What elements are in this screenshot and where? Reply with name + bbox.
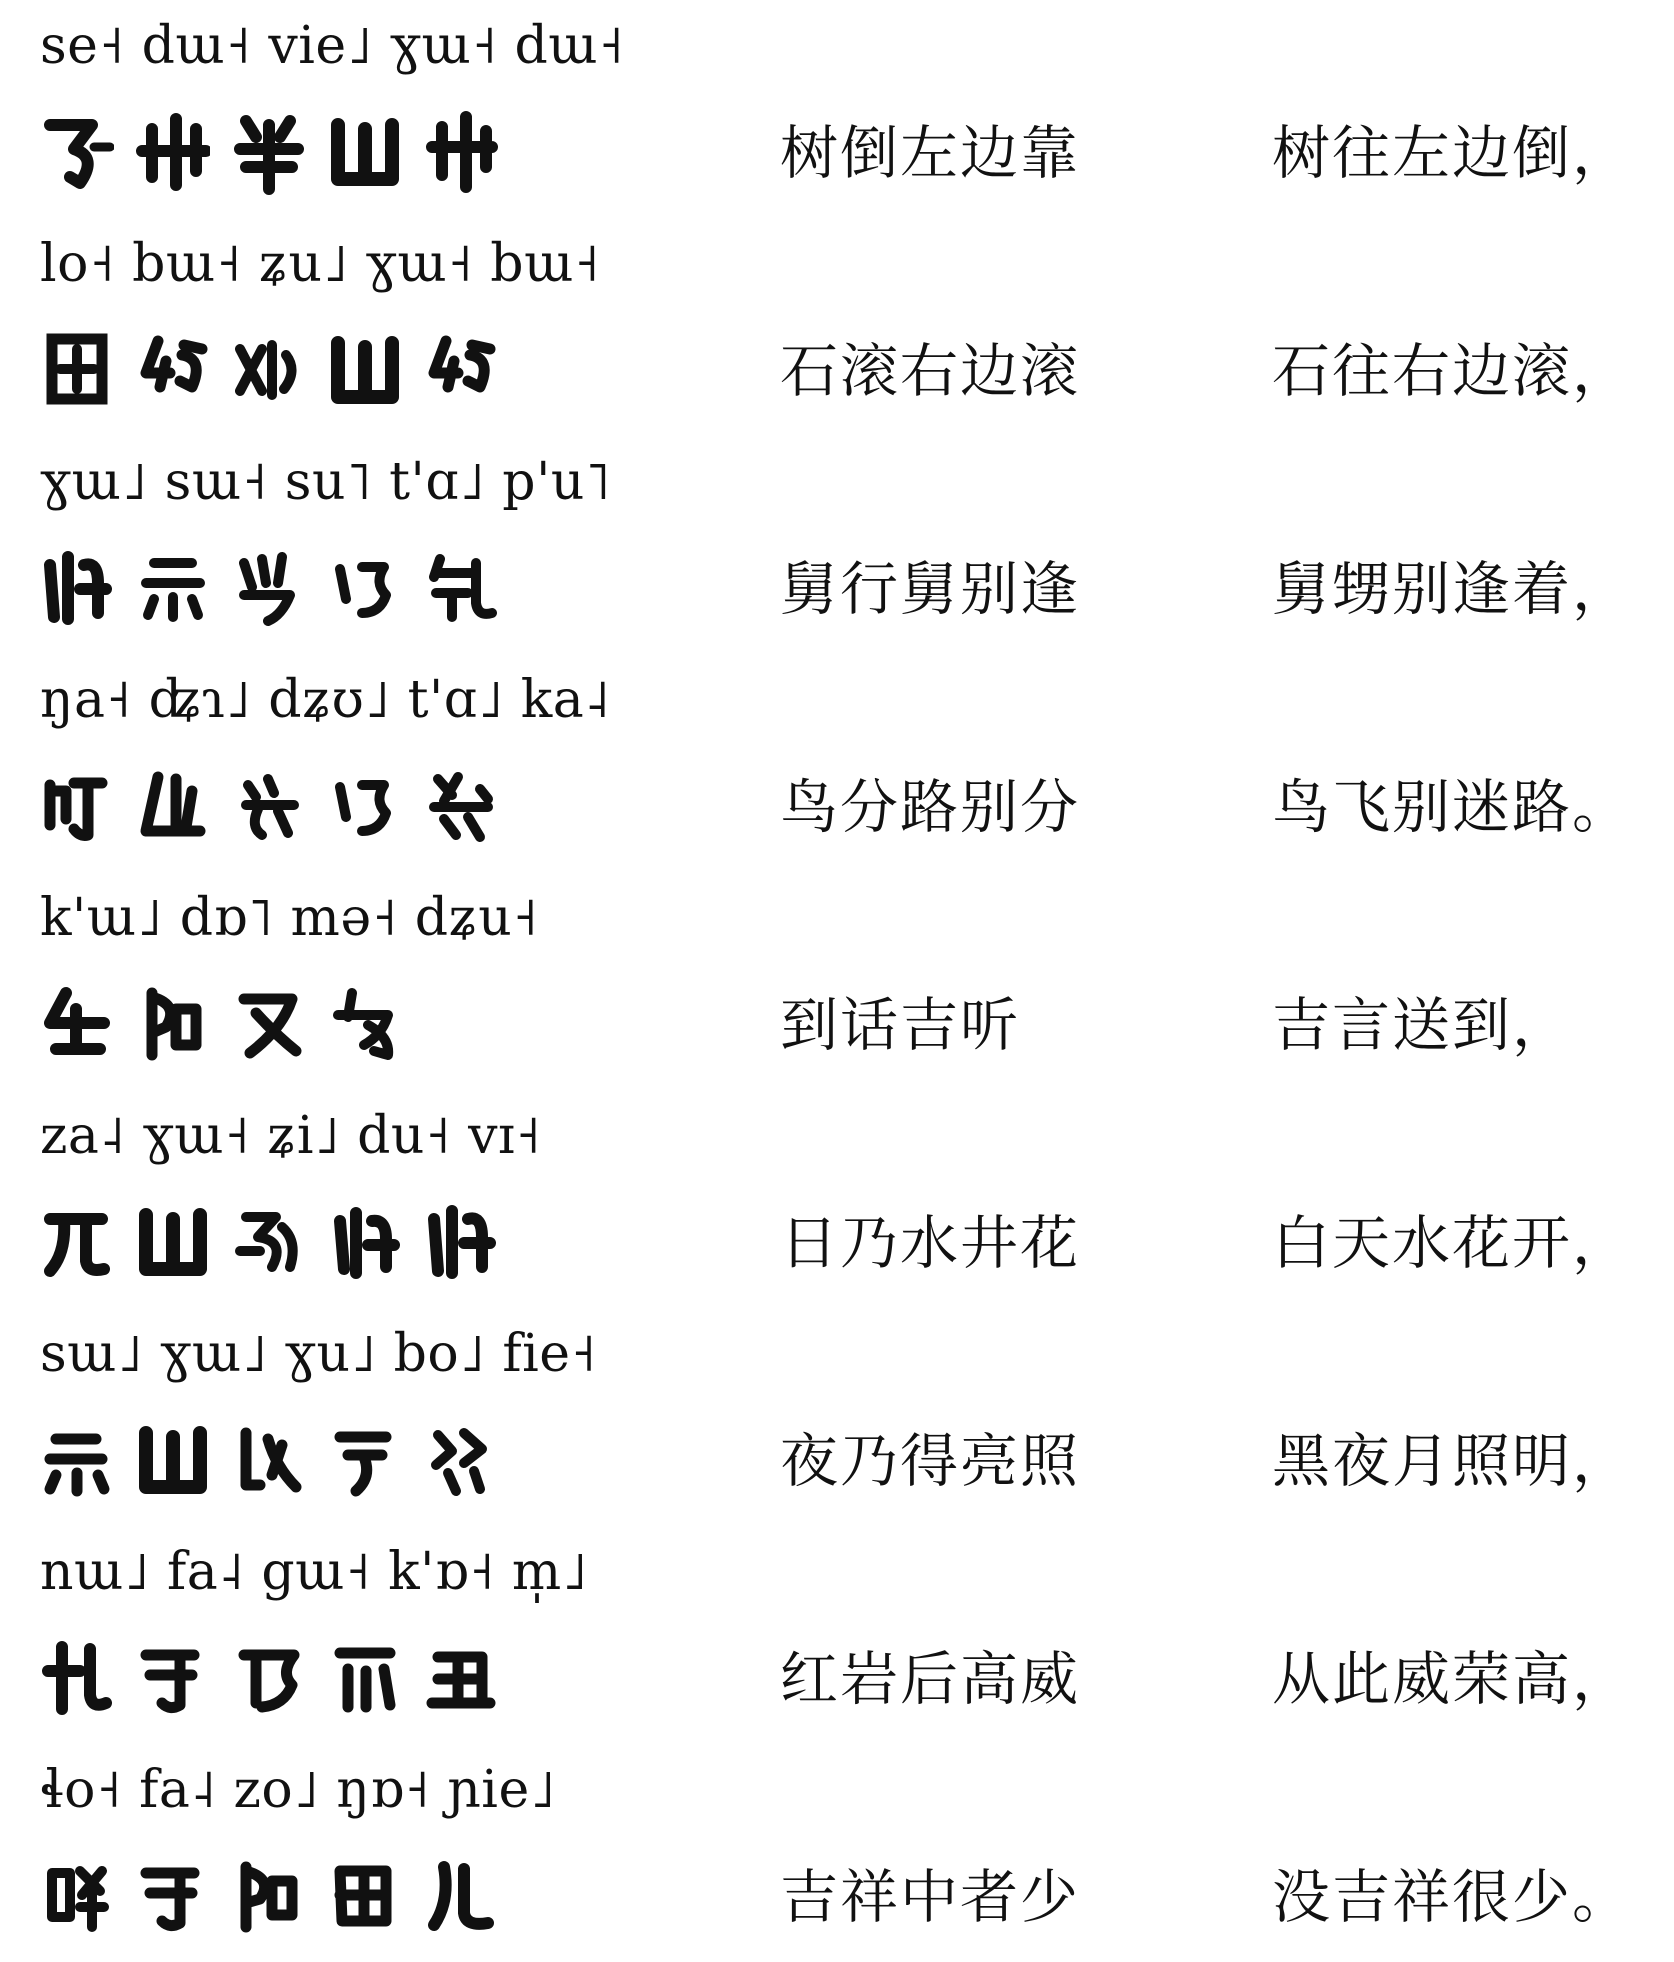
script-glyph-4 <box>328 1851 402 1939</box>
phonetic-transcription: ɬo˧ fa˨ zo˩ ŋɒ˧ ɲie˩ <box>40 1760 556 1820</box>
verse-row <box>0 0 1674 218</box>
script-glyph-5 <box>424 325 498 413</box>
free-translation: 舅甥别逢着， <box>1272 555 1633 623</box>
script-glyph-3 <box>232 1197 306 1285</box>
phonetic-transcription: se˧ dɯ˧ vie˩ ɣɯ˧ dɯ˧ <box>40 16 625 76</box>
verse-row <box>0 654 1674 872</box>
script-glyph-5 <box>424 1633 498 1721</box>
free-translation: 吉言送到， <box>1272 991 1573 1059</box>
verse-row <box>0 436 1674 654</box>
script-glyph-4 <box>328 979 402 1067</box>
script-glyph-1 <box>40 1633 114 1721</box>
literal-translation: 吉祥中者少 <box>780 1863 1081 1931</box>
literal-translation: 舅行舅别逢 <box>780 555 1081 623</box>
literal-translation: 夜乃得亮照 <box>780 1427 1081 1495</box>
script-glyph-5 <box>424 1851 498 1939</box>
phonetic-transcription: sɯ˩ ɣɯ˩ ɣu˩ bo˩ fie˧ <box>40 1324 597 1384</box>
script-glyph-2 <box>136 1851 210 1939</box>
verse-row <box>0 872 1674 1090</box>
script-glyph-5 <box>424 107 498 195</box>
script-line <box>40 1186 520 1296</box>
script-glyph-2 <box>136 761 210 849</box>
literal-translation: 鸟分路别分 <box>780 773 1081 841</box>
script-line <box>40 1622 520 1732</box>
literal-translation: 日乃水井花 <box>780 1209 1081 1277</box>
script-glyph-2 <box>136 1415 210 1503</box>
script-glyph-3 <box>232 761 306 849</box>
free-translation: 树往左边倒， <box>1272 119 1633 187</box>
script-glyph-3 <box>232 1633 306 1721</box>
script-glyph-4 <box>328 761 402 849</box>
free-translation: 白天水花开， <box>1272 1209 1633 1277</box>
literal-translation: 到话吉听 <box>780 991 1021 1059</box>
script-glyph-4 <box>328 1633 402 1721</box>
script-glyph-3 <box>232 107 306 195</box>
script-line <box>40 1404 520 1514</box>
free-translation: 从此威荣高， <box>1272 1645 1633 1713</box>
phonetic-transcription: ɣɯ˩ sɯ˧ su˥ t'ɑ˩ p'u˥ <box>40 452 612 512</box>
script-line <box>40 314 520 424</box>
free-translation: 鸟飞别迷路。 <box>1272 773 1633 841</box>
script-glyph-1 <box>40 979 114 1067</box>
script-glyph-4 <box>328 325 402 413</box>
script-glyph-2 <box>136 1633 210 1721</box>
free-translation: 没吉祥很少。 <box>1272 1863 1633 1931</box>
verse-row <box>0 1090 1674 1308</box>
script-glyph-4 <box>328 107 402 195</box>
phonetic-transcription: k'ɯ˩ dɒ˥ mə˧ dʑu˧ <box>40 888 539 948</box>
literal-translation: 石滚右边滚 <box>780 337 1081 405</box>
script-glyph-3 <box>232 543 306 631</box>
phonetic-transcription: nɯ˩ fa˨ gɯ˧ k'ɒ˧ m̩˩ <box>40 1542 588 1602</box>
phonetic-transcription: lo˧ bɯ˧ ʑu˩ ɣɯ˧ bɯ˧ <box>40 234 601 294</box>
phonetic-transcription: ŋa˧ ʥɿ˩ dʑʊ˩ t'ɑ˩ ka˨ <box>40 670 611 730</box>
free-translation: 黑夜月照明， <box>1272 1427 1633 1495</box>
script-glyph-3 <box>232 979 306 1067</box>
verse-row <box>0 218 1674 436</box>
script-glyph-2 <box>136 325 210 413</box>
script-glyph-4 <box>328 543 402 631</box>
script-glyph-2 <box>136 107 210 195</box>
script-line <box>40 532 520 642</box>
script-glyph-1 <box>40 543 114 631</box>
script-line <box>40 1840 520 1950</box>
script-glyph-5 <box>424 1197 498 1285</box>
script-glyph-1 <box>40 107 114 195</box>
script-glyph-2 <box>136 979 210 1067</box>
script-glyph-5 <box>424 543 498 631</box>
script-glyph-3 <box>232 1851 306 1939</box>
script-glyph-3 <box>232 1415 306 1503</box>
free-translation: 石往右边滚， <box>1272 337 1633 405</box>
verse-row <box>0 1526 1674 1744</box>
script-glyph-5 <box>424 1415 498 1503</box>
script-glyph-4 <box>328 1197 402 1285</box>
script-line <box>40 968 424 1078</box>
script-glyph-4 <box>328 1415 402 1503</box>
script-glyph-1 <box>40 761 114 849</box>
script-glyph-5 <box>424 761 498 849</box>
script-glyph-1 <box>40 325 114 413</box>
verse-row <box>0 1744 1674 1962</box>
literal-translation: 树倒左边靠 <box>780 119 1081 187</box>
literal-translation: 红岩后高威 <box>780 1645 1081 1713</box>
script-glyph-3 <box>232 325 306 413</box>
script-line <box>40 750 520 860</box>
verse-row <box>0 1308 1674 1526</box>
script-line <box>40 96 520 206</box>
phonetic-transcription: za˨ ɣɯ˧ ʑi˩ du˧ vɪ˧ <box>40 1106 542 1166</box>
script-glyph-2 <box>136 1197 210 1285</box>
script-glyph-1 <box>40 1851 114 1939</box>
script-glyph-1 <box>40 1415 114 1503</box>
script-glyph-1 <box>40 1197 114 1285</box>
script-glyph-2 <box>136 543 210 631</box>
